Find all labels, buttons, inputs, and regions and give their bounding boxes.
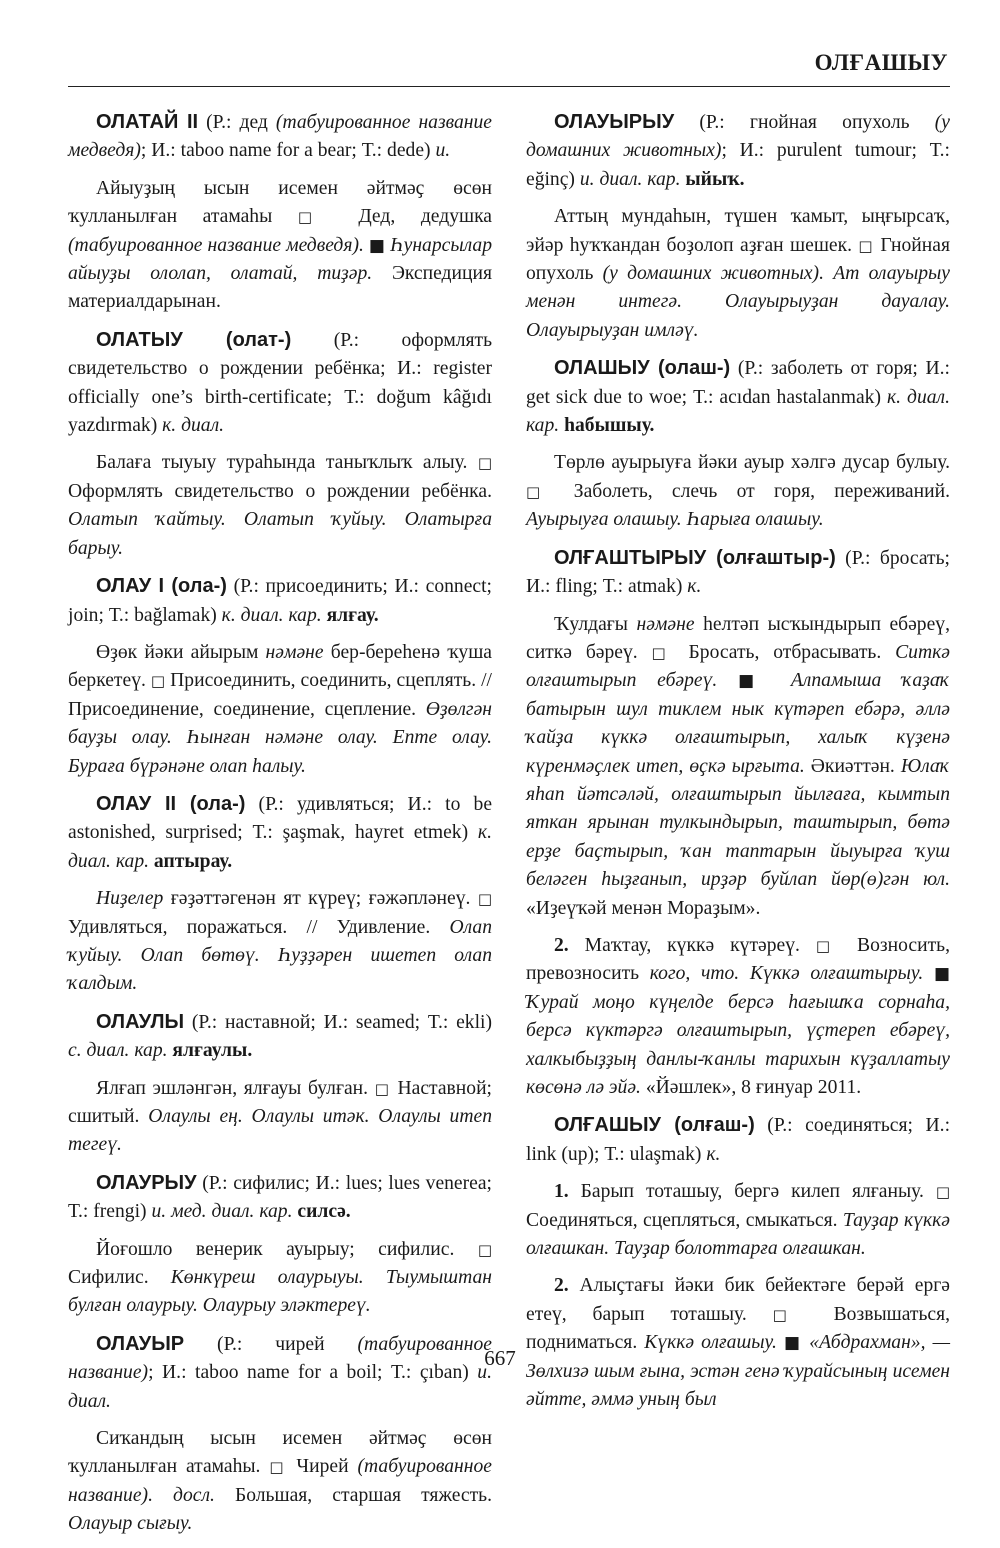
translation: Соединяться, сцепляться, смыкаться. <box>526 1209 843 1231</box>
definition <box>68 885 492 999</box>
square-icon: □ <box>374 1079 391 1098</box>
definition <box>68 1075 492 1160</box>
example-marker-icon: ■ <box>368 235 386 256</box>
headword: ОЛАТЫУ (олат-) <box>96 328 292 351</box>
synonym: аптырау. <box>153 850 233 872</box>
gloss-italic: (табуированное название медведя) <box>68 112 492 162</box>
example: Ауырыуға олашыу. Һарыға олашыу. <box>526 509 824 531</box>
headword: ОЛАШЫУ (олаш-) <box>554 357 731 380</box>
entry-olauyryu <box>526 108 950 194</box>
pos-label: и. <box>435 140 451 162</box>
translation: Удивляться, поражаться. // Удивление. <box>68 916 450 938</box>
example: Алпамыша ҡаҙаҡ батырын шул тиклем нык күтәреп ебәрә, әллә ҡайҙа күккә олғаштырып, халыҡ күҙенә күренмәҫлек итеп, өҫкә ырғыта. <box>526 670 950 777</box>
right-column <box>526 108 950 1423</box>
translation: Заболеть, слечь от горя, переживаний. <box>554 480 950 502</box>
headword: ОЛАУ I (ола-) <box>96 575 227 598</box>
pos-label: и. диал. кар. <box>579 168 681 190</box>
gloss: ; И.: taboo name for a boil; Т.: çıban) <box>148 1362 478 1384</box>
definition-text: Балаға тыуыу тураһында таныҡлыҡ алыу. <box>96 452 468 474</box>
translation-note: кого, что. <box>649 963 740 985</box>
page-number: 667 <box>484 1346 516 1370</box>
source: Экспедиция материалдарынан. <box>68 263 492 313</box>
entry-olau-1 <box>68 572 492 630</box>
example-marker-icon: ■ <box>933 964 950 985</box>
headword: ОЛАУЫР <box>96 1332 185 1355</box>
example: Ситкә олғаштырып ебәреү. <box>526 641 950 692</box>
definition-italic: нәмәне <box>636 613 695 635</box>
definition-text: Сиҡандың ысын исемен әйтмәҫ өсөн ҡулланылған атамаһы. <box>68 1428 492 1478</box>
definition-text: Маҡтау, күккә күтәреү. <box>568 934 800 956</box>
square-icon: □ <box>297 208 333 227</box>
square-icon: □ <box>477 1240 492 1259</box>
gloss-italic: (у домашних животных) <box>526 112 950 162</box>
entry-olgashtyryu <box>526 544 950 602</box>
gloss: (Р.: наставной; И.: seamed; Т.: ekli) <box>184 1011 492 1033</box>
square-icon: □ <box>935 1183 950 1202</box>
example: «Абдрахман», — Зөлхизә шым ғына, эстән генә ҡурайсының исемен әйтте, әммә уның был <box>526 1332 950 1411</box>
headword: ОЛАУ II (ола-) <box>96 792 246 815</box>
gloss: (Р.: сифилис; И.: lues; lues venerea; Т.: frengi) <box>68 1172 492 1223</box>
translation-note: (у домашних животных). <box>602 263 824 285</box>
pos-label: к. диал. кар. <box>221 604 322 626</box>
square-icon: □ <box>477 454 492 473</box>
example: Олауыр сығыу. <box>68 1513 193 1535</box>
translation: Гнойная опухоль <box>526 234 950 285</box>
sense-number: 2. <box>554 1275 569 1297</box>
square-icon: □ <box>858 236 875 255</box>
definition-text: бер-береһенә ҡуша беркетеү. <box>68 641 493 692</box>
definition-text: Ҡулдағы <box>554 613 637 635</box>
definition-text: Аттың мундаһын, түшен ҡамыт, ыңғырсаҡ, эйәр һуҡҡандан боҙолоп аҙған шешек. <box>526 206 950 256</box>
sense-number: 2. <box>554 934 569 956</box>
definition <box>68 1236 492 1321</box>
translation: Оформлять свидетельство о рождении ребёнка. <box>68 480 492 502</box>
translation-note: (табуированное название). досл. <box>68 1456 492 1506</box>
synonym: ыйыҡ. <box>685 168 745 190</box>
pos-label: к. <box>687 576 702 598</box>
translation: Присоединить, соединить, сцеплять. // Присоединение, соединение, сцепление. <box>68 670 492 720</box>
headword: ОЛАУРЫУ <box>96 1171 197 1194</box>
definition <box>68 175 492 317</box>
translation: Наставной; сшитый. <box>68 1077 492 1127</box>
pos-label: и. диал. <box>68 1362 492 1412</box>
entry-olgashyu <box>526 1111 950 1169</box>
sense-2 <box>526 1272 950 1414</box>
pos-label: и. мед. диал. кар. <box>151 1201 293 1223</box>
translation: Возносить, превозносить <box>526 934 950 985</box>
example: Тауҙар күккә олғашкан. Тауҙар болоттарға олғашкан. <box>526 1209 950 1260</box>
example: Ат олауырыу менән интегә. Олауырыуҙан дауалау. Олауырыуҙан имләү. <box>526 263 950 341</box>
gloss: ; И.: taboo name for a bear; Т.: dede) <box>140 140 436 162</box>
headword: ОЛАУЫРЫУ <box>554 111 675 133</box>
example: Юлаҡ яһап йәтсәләй, олғаштырып йылғаға, кымтып яткан ярынан тулкындырып, таштырып, бөтә ерҙе баҫтырып, ҡан таптарын йыуырға ҡуш беләген һыҙғанып, ирҙәр буйлап йөр(ө)гән юл. <box>526 755 950 891</box>
gloss-italic: (табуированное название) <box>68 1333 492 1384</box>
definition-text: ғәҙәттәгенән ят күреү; ғәжәпләнеү. <box>163 888 471 910</box>
running-head: ОЛҒАШЫУ <box>814 50 948 75</box>
headword: ОЛАТАЙ II <box>96 111 199 133</box>
example-marker-icon: ■ <box>738 671 771 692</box>
gloss: (Р.: дед <box>198 112 276 133</box>
example: Һунарсылар айыуҙы ололап, олатай, тиҙәр. <box>68 234 492 285</box>
square-icon: □ <box>815 936 842 955</box>
square-icon: □ <box>772 1305 808 1324</box>
definition <box>526 203 950 345</box>
entry-olauyr <box>68 1330 492 1416</box>
header-rule <box>68 86 950 87</box>
synonym: силсә. <box>297 1201 351 1223</box>
translation: Чирей <box>287 1456 358 1478</box>
headword: ОЛҒАШЫУ (олғаш-) <box>554 1114 755 1137</box>
definition <box>68 449 492 563</box>
definition-text: Алыҫтағы йәки бик бейектәге берәй ергә етеү, барып тоташыу. <box>526 1275 950 1325</box>
translation: Дед, дедушка <box>332 206 492 228</box>
translation: Бросать, отбрасывать. <box>674 641 896 663</box>
example: Көнкүреш олаурыуы. Тыумыштан булған олаурыу. Олаурыу эләктереү. <box>68 1267 492 1317</box>
translation: Сифилис. <box>68 1267 171 1289</box>
definition-text: Йоғошло венерик ауырыу; сифилис. <box>96 1238 455 1260</box>
definition-italic: нәмәне <box>265 641 324 663</box>
definition <box>68 639 492 781</box>
pos-label: с. диал. кар. <box>68 1040 168 1062</box>
square-icon: □ <box>269 1458 288 1477</box>
gloss: (Р.: заболеть от горя; И.: get sick due to woe; Т.: acıdan hastalanmak) <box>526 358 950 408</box>
pos-label: к. <box>706 1143 721 1165</box>
source: Әкиәттән. <box>804 755 901 777</box>
definition-text: Өҙөк йәки айырым <box>96 641 266 663</box>
gloss: (Р.: чирей <box>184 1333 358 1355</box>
sense-1 <box>526 1178 950 1263</box>
gloss: (Р.: гнойная опухоль <box>674 112 935 133</box>
entry-olatay-2 <box>68 108 492 166</box>
left-column <box>68 108 492 1548</box>
entry-olashyu <box>526 354 950 440</box>
square-icon: □ <box>477 890 492 909</box>
translation: Возвышаться, подниматься. <box>526 1303 950 1354</box>
gloss: (Р.: присоединить; И.: connect; join; Т.: bağlamak) <box>68 576 492 626</box>
definition <box>526 611 950 923</box>
example: Олап ҡуйыу. Олап бөтөү. Һуҙҙәрен ишетеп олап ҡалдым. <box>68 916 492 995</box>
synonym: ялғаулы. <box>172 1040 253 1062</box>
square-icon: □ <box>526 482 555 501</box>
entry-olau-2 <box>68 790 492 876</box>
gloss: (Р.: оформлять свидетельство о рождении ребёнка; И.: register officially one’s birth-certificate; Т.: doğum kâğıdı yazdırmak) <box>68 329 493 437</box>
headword: ОЛҒАШТЫРЫУ (олғаштыр-) <box>554 546 836 569</box>
example-marker-icon: ■ <box>783 1333 803 1354</box>
example: Күккә олғаштырыу. <box>739 963 924 985</box>
entry-olaurыu <box>68 1169 492 1227</box>
definition <box>68 1425 492 1539</box>
example: Күккә олғашыу. <box>644 1332 777 1354</box>
pos-label: к. диал. кар. <box>526 386 950 437</box>
example: Олаулы ең. Олаулы итәк. Олаулы итеп тегеү. <box>68 1106 492 1156</box>
gloss: (Р.: бросать; И.: fling; Т.: atmak) <box>526 547 950 598</box>
definition <box>526 449 950 534</box>
pos-label: к. диал. кар. <box>68 822 492 872</box>
example: Ҡурай моңо күңелде берсә һағышҡа сорнаһа, берсә күктәргә олғаштырып, үҫтереп ебәреү, халкыбыҙҙың данлы-ҡанлы тарихын күҙаллатыу көсөнә лә эйә. <box>526 991 950 1098</box>
source: «Йәшлек», 8 ғинуар 2011. <box>640 1077 862 1098</box>
source: «Иҙеүҡәй менән Мораҙым». <box>526 897 761 919</box>
gloss: ; И.: purulent tumour; Т.: eğinç) <box>526 140 950 190</box>
gloss: (Р.: удивляться; И.: to be astonished, surprised; Т.: şaşmak, hayret etmek) <box>68 793 493 844</box>
pos-label: к. диал. <box>162 415 225 437</box>
headword: ОЛАУЛЫ <box>96 1010 185 1033</box>
definition-text: Айыуҙың ысын исемен әйтмәҫ өсөн ҡулланылған атамаһы <box>68 177 492 228</box>
definition-text: Барып тоташыу, бергә килеп ялғаныу. <box>568 1181 924 1203</box>
entry-olatyu <box>68 326 492 441</box>
entry-olauly <box>68 1008 492 1066</box>
definition-text: һелтәп ысҡындырып ебәреү, ситкә бәреү. <box>526 613 950 663</box>
definition-italic: Ниҙелер <box>96 888 164 910</box>
translation: Большая, старшая тяжесть. <box>214 1484 493 1506</box>
sense-number: 1. <box>554 1181 569 1203</box>
example: Өҙөлгән бауҙы олау. Һынған нәмәне олау. Епте олау. Бураға бүрәнәне олап һалыу. <box>68 698 492 777</box>
synonym: һабышыу. <box>564 415 655 437</box>
definition-text: Ялғап эшләнгән, ялғауы булған. <box>96 1077 369 1099</box>
example: Олатып ҡайтыу. Олатып ҡуйыу. Олатырға барыу. <box>68 509 492 559</box>
gloss: (Р.: соединяться; И.: link (up); Т.: ulaşmak) <box>526 1115 951 1165</box>
sense-2 <box>526 932 950 1102</box>
synonym: ялғау. <box>326 604 379 626</box>
square-icon: □ <box>651 643 675 662</box>
translation-note: (табуированное название медведя). <box>68 234 364 256</box>
definition-text: Төрлө ауырыуға йәки ауыр хәлгә дусар булыу. <box>554 452 950 474</box>
square-icon: □ <box>150 672 166 691</box>
